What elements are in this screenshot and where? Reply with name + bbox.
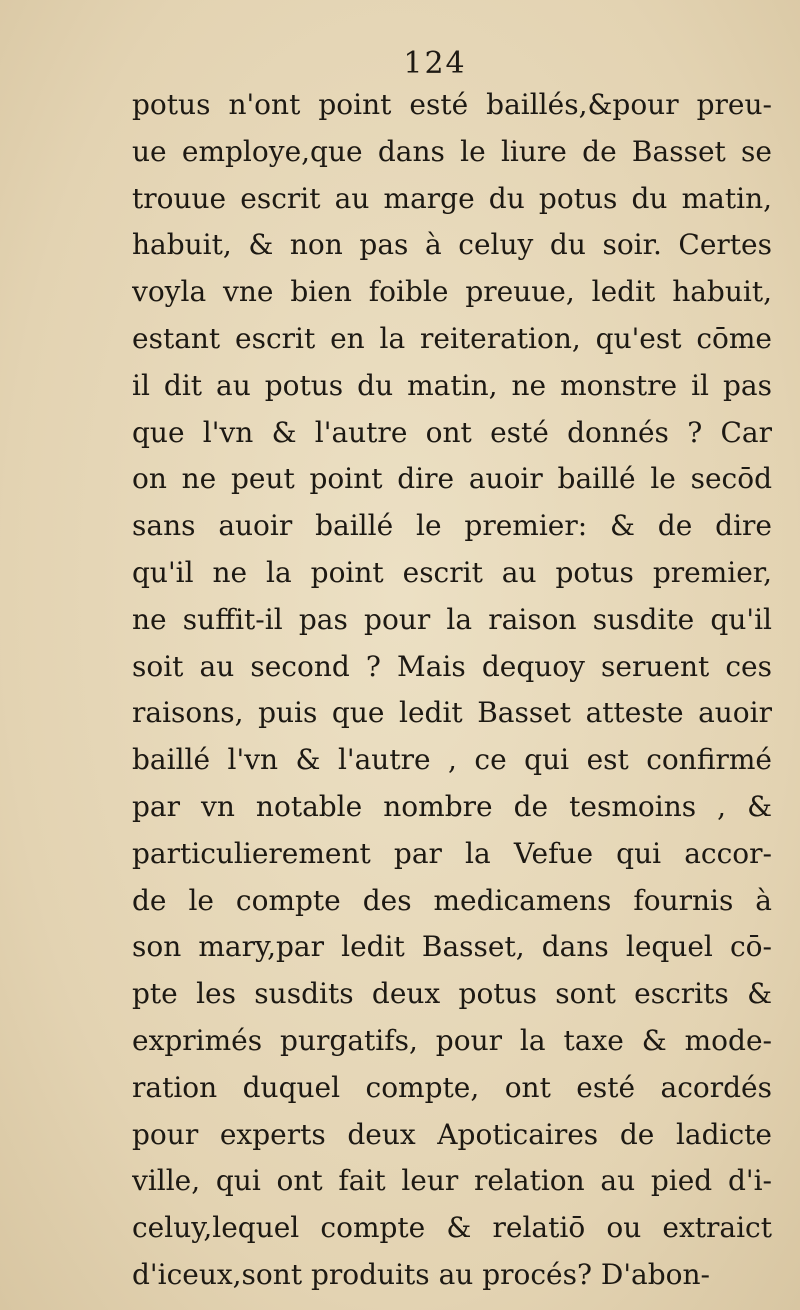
text-line: exprimés purgatifs, pour la taxe & mode- (132, 1023, 772, 1057)
text-line: habuit, & non pas à celuy du soir. Certes (132, 228, 772, 262)
text-line: ville, qui ont fait leur relation au pied d'i- (132, 1164, 772, 1198)
body-text (132, 82, 772, 1299)
text-line: on ne peut point dire auoir baillé le secōd (132, 462, 772, 496)
text-line: celuy,lequel compte & relatiō ou extraict (132, 1211, 772, 1245)
text-line: trouue escrit au marge du potus du matin, (132, 181, 772, 215)
text-line: pour experts deux Apoticaires de ladicte (132, 1117, 772, 1151)
text-line: de le compte des medicamens fournis à (132, 883, 772, 917)
page-number: 124 (403, 46, 467, 81)
text-line: son mary,par ledit Basset, dans lequel cō- (132, 930, 772, 964)
text-line: qu'il ne la point escrit au potus premier, (132, 555, 772, 589)
text-line: baillé l'vn & l'autre , ce qui est confirmé (132, 743, 772, 777)
text-line: d'iceux,sont produits au procés? D'abon- (132, 1257, 711, 1291)
text-line: sans auoir baillé le premier: & de dire (132, 509, 772, 543)
text-line: estant escrit en la reiteration, qu'est cōme (132, 321, 772, 355)
text-line: que l'vn & l'autre ont esté donnés ? Car (132, 415, 772, 449)
text-line: par vn notable nombre de tesmoins , & (132, 789, 772, 823)
text-line: particulierement par la Vefue qui accor- (132, 836, 772, 870)
text-line: soit au second ? Mais dequoy seruent ces (132, 649, 772, 683)
text-line: pte les susdits deux potus sont escrits & (132, 977, 772, 1011)
text-line: raisons, puis que ledit Basset atteste auoir (132, 696, 772, 730)
text-line: ne suffit-il pas pour la raison susdite qu'il (132, 602, 772, 636)
text-line: potus n'ont point esté baillés,&pour preu- (132, 88, 772, 121)
text-line: il dit au potus du matin, ne monstre il pas (132, 368, 772, 402)
text-line: voyla vne bien foible preuue, ledit habuit, (132, 275, 772, 309)
text-line: ration duquel compte, ont esté acordés (132, 1070, 772, 1104)
text-line: ue employe,que dans le liure de Basset se (132, 134, 772, 168)
